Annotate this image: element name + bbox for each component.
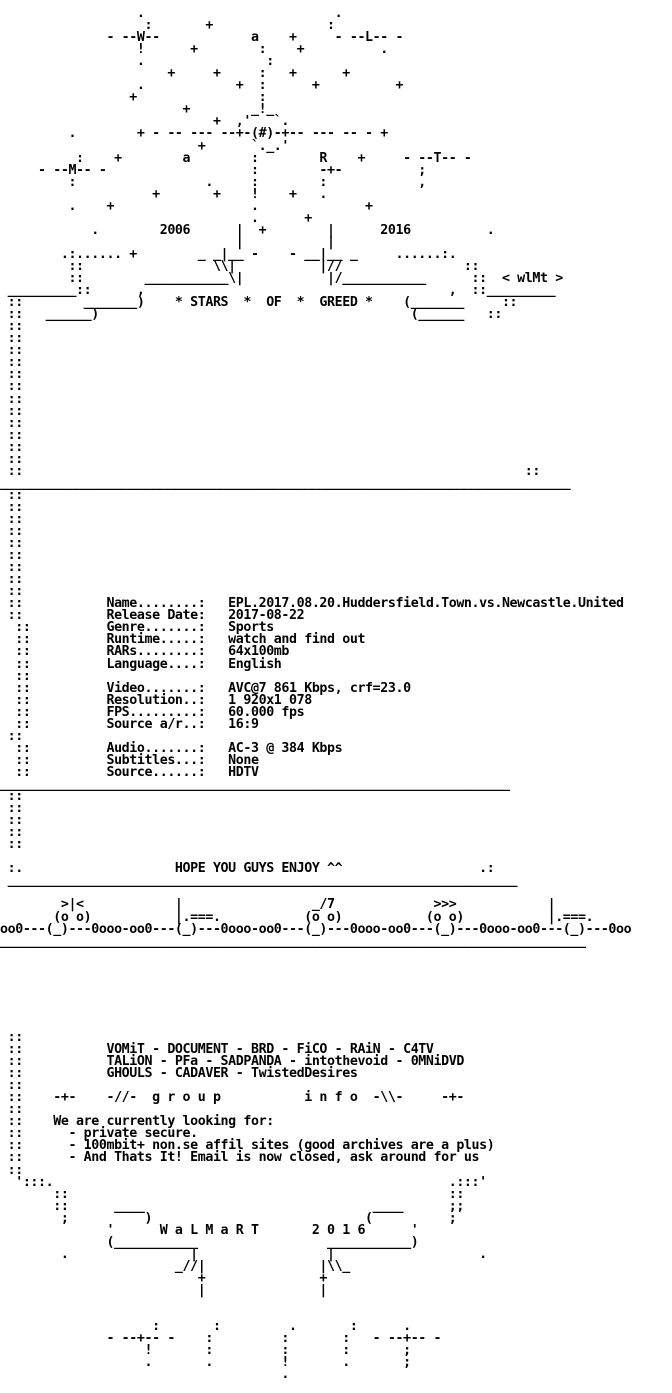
nfo-line: :: xyxy=(0,439,23,455)
nfo-line: :: xyxy=(0,403,23,419)
nfo-line: :: xyxy=(0,343,23,359)
nfo-line: :: - private secure. xyxy=(0,1126,198,1142)
nfo-line: :: Audio.......: AC-3 @ 384 Kbps xyxy=(0,740,343,756)
nfo-line: :: :: xyxy=(0,463,540,479)
nfo-line: . . ! . ; xyxy=(0,1355,411,1371)
nfo-line: :: xyxy=(0,837,23,853)
nfo-line: : . : : , xyxy=(0,174,426,190)
nfo-line: - --W-- a + - --L-- - xyxy=(0,30,404,46)
nfo-line: :: xyxy=(0,451,23,467)
nfo-line: :: ___________\| |/___________ :: < wlMt > xyxy=(0,271,563,287)
nfo-line xyxy=(0,972,631,984)
nfo-line: ' W a L M a R T 2 0 1 6 ' xyxy=(0,1222,419,1238)
nfo-line xyxy=(0,1381,631,1393)
nfo-line: :: ______) (______ :: xyxy=(0,307,502,323)
nfo-line: :: Video.......: AVC@7 861 Kbps, crf=23.0 xyxy=(0,680,411,696)
nfo-line: :: xyxy=(0,331,23,347)
nfo-line: :: xyxy=(0,319,23,335)
nfo-line: :: _______) * STARS * OF * GREED * (_______ :: xyxy=(0,295,518,311)
nfo-line: :: xyxy=(0,1102,23,1118)
nfo-line xyxy=(0,1020,631,1032)
nfo-line: :: xyxy=(0,499,23,515)
nfo-line: :: xyxy=(0,584,23,600)
nfo-line: :: We are currently looking for: xyxy=(0,1114,274,1130)
nfo-line: . + . + xyxy=(0,198,373,214)
nfo-line: .:...... + _ _|__ - - __|__ _ ......:. xyxy=(0,246,457,262)
nfo-line: :: xyxy=(0,511,23,527)
nfo-line: :: xyxy=(0,560,23,576)
nfo-line: : : . : . xyxy=(0,1319,411,1335)
nfo-line: :: xyxy=(0,379,23,395)
nfo-line: :: xyxy=(0,813,23,829)
nfo-line: . xyxy=(0,1367,290,1383)
nfo-line: :: Runtime.....: watch and find out xyxy=(0,632,366,648)
nfo-line: | | xyxy=(0,234,335,250)
nfo-line: (o o) |.===. (o o) (o o) |.===. xyxy=(0,909,594,925)
nfo-line: :: \\| |// :: xyxy=(0,258,480,274)
nfo-line: :: xyxy=(0,1029,23,1045)
nfo-line: ___________________________________________________________________ xyxy=(0,777,510,792)
nfo-line: ___________________________________________________________________ xyxy=(0,873,518,889)
nfo-line: :: Release Date: 2017-08-22 xyxy=(0,608,305,624)
nfo-line: oo0---(_)---0ooo-oo0---(_)---0ooo-oo0---(_)---0ooo-oo0---(_)---0ooo-oo0---(_)---0oo xyxy=(0,921,632,937)
nfo-line: + + : + + xyxy=(0,66,350,82)
nfo-line: . + : + + xyxy=(0,78,404,94)
nfo-line xyxy=(0,996,631,1008)
nfo-line: ! + : + . xyxy=(0,42,388,58)
nfo-line: :: xyxy=(0,801,23,817)
nfo-line: :: xyxy=(0,572,23,588)
nfo-line: :: xyxy=(0,825,23,841)
nfo-line: :: VOMiT - DOCUMENT - BRD - FiCO - RAiN - C4TV xyxy=(0,1042,434,1058)
nfo-line: :: xyxy=(0,548,23,564)
nfo-line: ; ) ( ; xyxy=(0,1210,457,1226)
nfo-line: :: Genre.......: Sports xyxy=(0,620,274,636)
nfo-line: ':::. .:::' xyxy=(0,1174,487,1190)
nfo-line: :: Language....: English xyxy=(0,656,282,672)
nfo-line: + + xyxy=(0,1270,328,1286)
nfo-line: _________:: , , ::_________ xyxy=(0,283,556,299)
nfo-line: :: xyxy=(0,524,23,540)
nfo-line: ! : : : ; xyxy=(0,1343,411,1359)
nfo-line: :: TALiON - PFa - SADPANDA - intothevoid - 0MNiDVD xyxy=(0,1054,464,1070)
nfo-line: | | xyxy=(0,1282,328,1298)
nfo-line xyxy=(0,984,631,996)
nfo-line: + ,' `. xyxy=(0,114,290,130)
nfo-line: :. HOPE YOU GUYS ENJOY ^^ .: xyxy=(0,861,495,877)
nfo-line: :: xyxy=(0,1078,23,1094)
nfo-line xyxy=(0,1297,631,1309)
nfo-line: - --M-- - : -+- ; xyxy=(0,162,426,178)
nfo-line: :: xyxy=(0,487,23,503)
nfo-line: :: xyxy=(0,427,23,443)
nfo-line: :: - And Thats It! Email is now closed, ask around for us xyxy=(0,1150,480,1166)
nfo-line xyxy=(0,1008,631,1020)
nfo-line: :: Resolution..: 1 920x1 078 xyxy=(0,692,312,708)
nfo-line: :: -+- -//- g r o u p i n f o -\\- -+- xyxy=(0,1090,464,1106)
nfo-line: - --+-- - : : : - --+-- - xyxy=(0,1331,442,1347)
nfo-line: :: Source a/r..: 16:9 xyxy=(0,716,259,732)
nfo-line: + + ! + . xyxy=(0,186,328,202)
nfo-line: :: RARs........: 64x100mb xyxy=(0,644,290,660)
nfo-line: : + : xyxy=(0,18,335,34)
nfo-line xyxy=(0,960,631,972)
nfo-line: :: FPS.........: 60.000 fps xyxy=(0,704,305,720)
nfo-line: . + xyxy=(0,210,312,226)
nfo-line: :: GHOULS - CADAVER - TwistedDesires xyxy=(0,1066,358,1082)
nfo-line: :: xyxy=(0,668,31,684)
nfo-line: . + - -- --- --+-(#)-+-- --- -- - + xyxy=(0,126,388,142)
nfo-line: . : xyxy=(0,54,274,70)
nfo-line: :: xyxy=(0,355,23,371)
nfo-line: _//| |\\_ xyxy=(0,1258,350,1274)
nfo-line: . . xyxy=(0,6,343,21)
nfo-line: :: xyxy=(0,367,23,383)
nfo-line: (___________ ___________) xyxy=(0,1234,419,1250)
nfo-line: :: xyxy=(0,391,23,407)
nfo-text xyxy=(0,8,631,1393)
nfo-line: : + a : R + - --T-- - xyxy=(0,150,472,166)
nfo-line: :: Subtitles...: None xyxy=(0,752,259,768)
nfo-line: + `._.' xyxy=(0,138,290,154)
nfo-line: . 2006 | + | 2016 . xyxy=(0,222,495,238)
nfo-line: :: xyxy=(0,415,23,431)
nfo-line: >|< | _/7 >>> | xyxy=(0,897,556,913)
nfo-line: :: xyxy=(0,789,23,805)
nfo-line: :: ____ ____ ;; xyxy=(0,1198,464,1214)
nfo-line xyxy=(0,948,631,960)
nfo-line: :: :: xyxy=(0,1186,464,1202)
nfo-line: :: xyxy=(0,1162,23,1178)
nfo-line: . | | . xyxy=(0,1246,487,1262)
nfo-line: ___________________________________________________________________________ xyxy=(0,475,571,491)
nfo-line: :: Name........: EPL.2017.08.20.Huddersfield.Town.vs.Newcastle.United xyxy=(0,596,624,612)
nfo-line: :: xyxy=(0,728,23,744)
nfo-line: :: - 100mbit+ non.se affil sites (good archives are a plus) xyxy=(0,1138,495,1154)
nfo-line: _____________________________________________________________________________ xyxy=(0,933,586,949)
nfo-line: + _!_ xyxy=(0,102,274,118)
nfo-line: :: Source......: HDTV xyxy=(0,764,259,780)
nfo-line: :: xyxy=(0,536,23,552)
nfo-line: + : xyxy=(0,90,267,106)
